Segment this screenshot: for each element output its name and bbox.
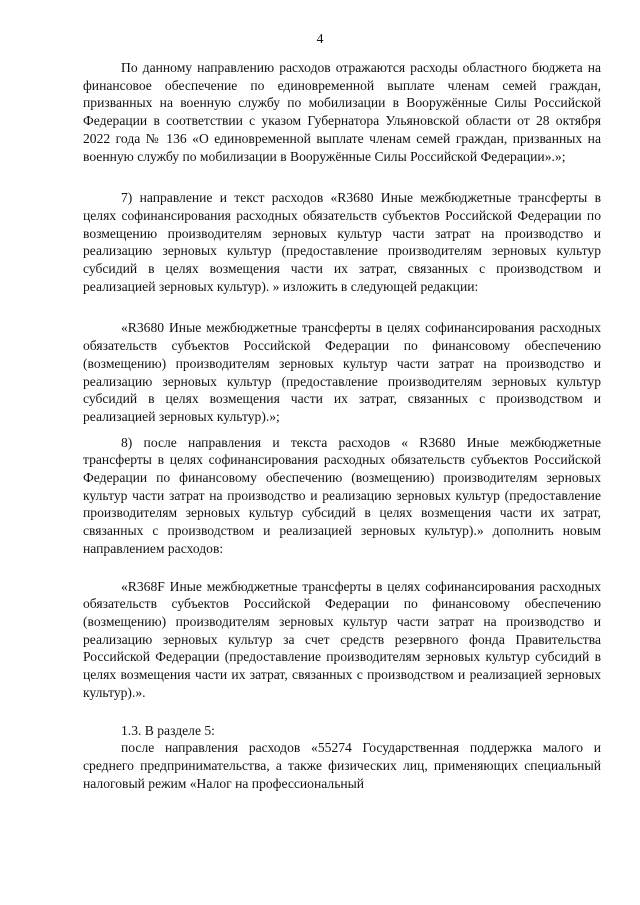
paragraph-section-5-text: после направления расходов «55274 Государственная поддержка малого и среднего предпринимательства, а также физических лиц, применяющих специальный налоговый режим «Налог на профессиональный [83, 740, 601, 791]
paragraph-item-7: 7) направление и текст расходов «R3680 Иные межбюджетные трансферты в целях софинансирования расходных обязательств субъектов Российской Федерации по возмещению производителям зерновых культур части затрат на производство и реализацию зерновых культур (предоставление производителям зерновых культур субсидий в целях возмещения части их затрат, связанных с производством и реализацией зерновых культур). » изложить в следующей редакции: [83, 190, 601, 294]
paragraph-item-8: 8) после направления и текста расходов « R3680 Иные межбюджетные трансферты в целях софинансирования расходных обязательств субъектов Российской Федерации по финансовому обеспечению (возмещению) производителям зерновых культур части затрат на производство и реализацию зерновых культур (предоставление производителям зерновых культур субсидий в целях возмещения части их затрат, связанных с производством и реализацией зерновых культур).» дополнить новым направлением расходов: [83, 434, 601, 556]
document-body [83, 59, 601, 792]
paragraph-r368f: «R368F Иные межбюджетные трансферты в целях софинансирования расходных обязательств субъектов Российской Федерации по финансовому обеспечению (возмещению) производителям зерновых культур части затрат на производство и реализацию зерновых культур за счет средств резервного фонда Правительства Российской Федерации (предоставление производителям зерновых культур субсидий в целях возмещения части их затрат, связанных с производством и реализацией зерновых культур).». [83, 578, 601, 700]
paragraph-r3680-new-wording: «R3680 Иные межбюджетные трансферты в целях софинансирования расходных обязательств субъектов Российской Федерации по финансовому обеспечению (возмещению) производителям зерновых культур части затрат на производство и реализацию зерновых культур (предоставление производителям зерновых культур субсидий в целях возмещения части их затрат, связанных с производством и реализацией зерновых культур).»; [83, 320, 601, 424]
paragraph-expense-description: По данному направлению расходов отражаются расходы областного бюджета на финансовое обеспечение по единовременной выплате членам семей граждан, призванных на военную службу по мобилизации в Вооружённые Силы Российской Федерации в соответствии с указом Губернатора Ульяновской области от 28 октября 2022 года № 136 «О единовременной выплате членам семей граждан, призванных на военную службу по мобилизации в Вооружённые Силы Российской Федерации».»; [83, 60, 601, 164]
page-number: 4 [316, 31, 324, 46]
paragraph-section-1-3: 1.3. В разделе 5: [121, 722, 215, 738]
